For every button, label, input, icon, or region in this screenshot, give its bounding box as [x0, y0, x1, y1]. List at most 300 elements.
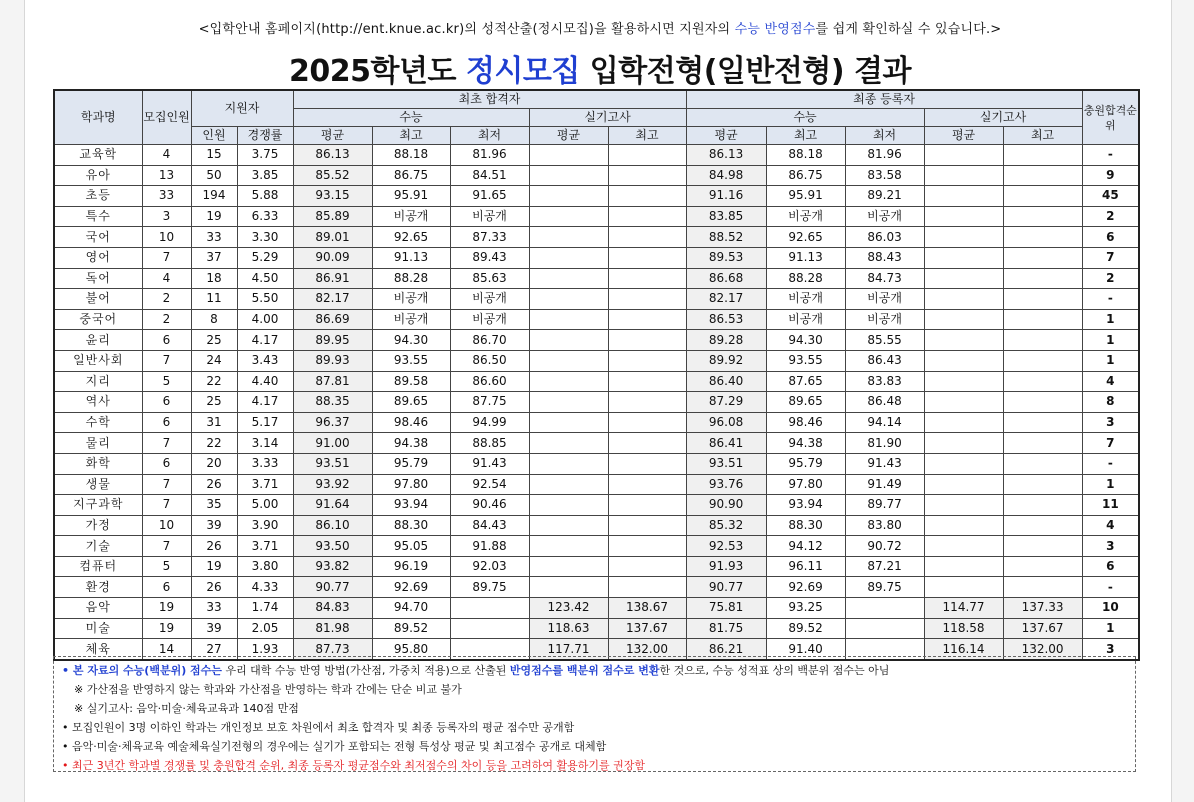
cell-final-practical-avg — [924, 474, 1003, 495]
cell-applicant-count: 22 — [191, 371, 237, 392]
cell-initial-practical-max — [608, 268, 686, 289]
table-row — [54, 227, 1139, 248]
cell-dept: 윤리 — [54, 330, 142, 351]
note-1: • 본 자료의 수능(백분위) 점수는 우리 대학 수능 반영 방법(가산점, 가중치 적용)으로 산출된 반영점수를 백분위 점수로 변환한 것으로, 수능 성적표 상의 백분위 점수는 아님 — [62, 664, 890, 677]
cell-initial-practical-max: 132.00 — [608, 639, 686, 660]
title-result: 입학전형(일반전형) 결과 — [590, 54, 911, 93]
cell-dept: 유아 — [54, 165, 142, 186]
cell-dept: 영어 — [54, 247, 142, 268]
cell-initial-practical-avg — [529, 350, 608, 371]
cell-initial-min: 86.50 — [450, 350, 529, 371]
table-row — [54, 247, 1139, 268]
note-5-text: 음악·미술·체육교육 예술체육실기전형의 경우에는 실기가 포함되는 전형 특성상 평균 및 최고점수 공개로 대체함 — [72, 740, 607, 753]
cell-applicant-count: 50 — [191, 165, 237, 186]
cell-applicant-count: 31 — [191, 412, 237, 433]
cell-final-avg: 90.90 — [686, 495, 766, 516]
cell-dept: 기술 — [54, 536, 142, 557]
page-title — [60, 46, 1140, 90]
cell-initial-min: 비공개 — [450, 309, 529, 330]
header-initial: 최초 합격자 — [293, 90, 686, 109]
cell-final-max: 95.91 — [766, 186, 845, 207]
cell-rank: 2 — [1082, 206, 1139, 227]
table-row — [54, 495, 1139, 516]
cell-rank: 8 — [1082, 392, 1139, 413]
cell-final-max: 96.11 — [766, 556, 845, 577]
table-row — [54, 412, 1139, 433]
cell-competition-ratio: 1.74 — [237, 598, 293, 619]
cell-final-min: 89.77 — [845, 495, 924, 516]
header-quota: 모집인원 — [142, 90, 191, 145]
cell-competition-ratio: 4.50 — [237, 268, 293, 289]
cell-quota: 4 — [142, 145, 191, 166]
cell-initial-max: 89.52 — [372, 618, 450, 639]
cell-initial-practical-max — [608, 495, 686, 516]
cell-final-practical-avg — [924, 371, 1003, 392]
cell-final-max: 비공개 — [766, 289, 845, 310]
cell-rank: - — [1082, 145, 1139, 166]
cell-rank: - — [1082, 577, 1139, 598]
cell-initial-min: 84.51 — [450, 165, 529, 186]
cell-quota: 19 — [142, 598, 191, 619]
cell-initial-max: 93.94 — [372, 495, 450, 516]
cell-final-min: 89.75 — [845, 577, 924, 598]
cell-final-max: 93.55 — [766, 350, 845, 371]
cell-applicant-count: 19 — [191, 556, 237, 577]
cell-dept: 컴퓨터 — [54, 556, 142, 577]
cell-applicant-count: 26 — [191, 536, 237, 557]
cell-initial-avg: 81.98 — [293, 618, 372, 639]
cell-competition-ratio: 5.17 — [237, 412, 293, 433]
cell-rank: 3 — [1082, 412, 1139, 433]
cell-final-practical-avg — [924, 536, 1003, 557]
table-row — [54, 289, 1139, 310]
cell-final-practical-avg — [924, 453, 1003, 474]
cell-quota: 4 — [142, 268, 191, 289]
cell-rank: 1 — [1082, 618, 1139, 639]
cell-final-practical-max — [1003, 145, 1082, 166]
cell-initial-practical-avg: 123.42 — [529, 598, 608, 619]
cell-final-avg: 82.17 — [686, 289, 766, 310]
table-row — [54, 165, 1139, 186]
cell-final-max: 비공개 — [766, 206, 845, 227]
cell-final-practical-max — [1003, 206, 1082, 227]
cell-initial-practical-avg — [529, 330, 608, 351]
cell-final-min: 81.90 — [845, 433, 924, 454]
cell-quota: 2 — [142, 289, 191, 310]
cell-initial-min: 94.99 — [450, 412, 529, 433]
cell-final-practical-max — [1003, 309, 1082, 330]
table-row — [54, 186, 1139, 207]
cell-dept: 초등 — [54, 186, 142, 207]
cell-dept: 환경 — [54, 577, 142, 598]
table-row — [54, 330, 1139, 351]
cell-initial-practical-max — [608, 433, 686, 454]
table-row — [54, 206, 1139, 227]
homepage-notice — [60, 18, 1140, 37]
cell-final-max: 94.12 — [766, 536, 845, 557]
cell-final-practical-max — [1003, 268, 1082, 289]
cell-initial-min: 91.88 — [450, 536, 529, 557]
cell-competition-ratio: 3.75 — [237, 145, 293, 166]
cell-initial-min — [450, 618, 529, 639]
cell-initial-min: 비공개 — [450, 206, 529, 227]
table-row — [54, 556, 1139, 577]
cell-final-avg: 83.85 — [686, 206, 766, 227]
cell-rank: 45 — [1082, 186, 1139, 207]
cell-final-avg: 86.53 — [686, 309, 766, 330]
cell-initial-practical-avg — [529, 227, 608, 248]
cell-competition-ratio: 1.93 — [237, 639, 293, 660]
cell-final-practical-avg — [924, 412, 1003, 433]
table-row — [54, 145, 1139, 166]
cell-rank: 1 — [1082, 474, 1139, 495]
cell-initial-avg: 90.77 — [293, 577, 372, 598]
cell-quota: 6 — [142, 453, 191, 474]
cell-applicant-count: 194 — [191, 186, 237, 207]
cell-initial-avg: 84.83 — [293, 598, 372, 619]
cell-final-max: 91.13 — [766, 247, 845, 268]
cell-initial-min: 92.54 — [450, 474, 529, 495]
cell-rank: 3 — [1082, 639, 1139, 660]
cell-applicant-count: 37 — [191, 247, 237, 268]
note-6: • 최근 3년간 학과별 경쟁률 및 충원합격 순위, 최종 등록자 평균점수와 최저점수의 차이 등을 고려하여 활용하기를 권장함 — [62, 759, 645, 772]
cell-final-practical-max — [1003, 392, 1082, 413]
cell-initial-max: 89.58 — [372, 371, 450, 392]
cell-quota: 2 — [142, 309, 191, 330]
note-1-highlight: 본 자료의 수능(백분위) 점수는 — [72, 664, 222, 677]
cell-initial-min: 91.65 — [450, 186, 529, 207]
cell-quota: 14 — [142, 639, 191, 660]
cell-final-practical-avg — [924, 165, 1003, 186]
cell-initial-avg: 85.89 — [293, 206, 372, 227]
cell-initial-max: 93.55 — [372, 350, 450, 371]
cell-initial-max: 97.80 — [372, 474, 450, 495]
cell-initial-avg: 93.92 — [293, 474, 372, 495]
cell-initial-avg: 88.35 — [293, 392, 372, 413]
cell-final-practical-max — [1003, 433, 1082, 454]
cell-applicant-count: 22 — [191, 433, 237, 454]
cell-competition-ratio: 3.43 — [237, 350, 293, 371]
cell-competition-ratio: 3.30 — [237, 227, 293, 248]
table-row — [54, 618, 1139, 639]
cell-final-practical-max — [1003, 515, 1082, 536]
cell-initial-min: 비공개 — [450, 289, 529, 310]
cell-final-avg: 86.13 — [686, 145, 766, 166]
cell-initial-avg: 89.01 — [293, 227, 372, 248]
cell-initial-avg: 93.51 — [293, 453, 372, 474]
note-3: ※ 실기고사: 음악·미술·체육교육과 140점 만점 — [74, 702, 299, 715]
cell-final-min: 비공개 — [845, 206, 924, 227]
cell-rank: 6 — [1082, 227, 1139, 248]
cell-initial-practical-avg — [529, 165, 608, 186]
cell-final-practical-avg — [924, 515, 1003, 536]
cell-competition-ratio: 2.05 — [237, 618, 293, 639]
cell-quota: 7 — [142, 350, 191, 371]
cell-quota: 6 — [142, 392, 191, 413]
cell-final-avg: 84.98 — [686, 165, 766, 186]
cell-initial-avg: 87.81 — [293, 371, 372, 392]
cell-initial-avg: 96.37 — [293, 412, 372, 433]
cell-final-avg: 86.41 — [686, 433, 766, 454]
cell-initial-practical-max — [608, 536, 686, 557]
cell-final-avg: 93.51 — [686, 453, 766, 474]
cell-quota: 6 — [142, 330, 191, 351]
cell-final-max: 89.65 — [766, 392, 845, 413]
cell-dept: 역사 — [54, 392, 142, 413]
table-row — [54, 309, 1139, 330]
cell-initial-practical-max — [608, 165, 686, 186]
cell-initial-min: 85.63 — [450, 268, 529, 289]
cell-initial-max: 비공개 — [372, 289, 450, 310]
cell-initial-practical-avg — [529, 145, 608, 166]
cell-rank: 2 — [1082, 268, 1139, 289]
cell-applicant-count: 27 — [191, 639, 237, 660]
cell-initial-avg: 91.64 — [293, 495, 372, 516]
cell-initial-practical-avg — [529, 412, 608, 433]
cell-applicant-count: 26 — [191, 474, 237, 495]
cell-quota: 33 — [142, 186, 191, 207]
cell-final-practical-avg — [924, 330, 1003, 351]
cell-rank: - — [1082, 453, 1139, 474]
cell-quota: 7 — [142, 474, 191, 495]
cell-initial-practical-avg — [529, 186, 608, 207]
cell-dept: 중국어 — [54, 309, 142, 330]
cell-dept: 지리 — [54, 371, 142, 392]
cell-initial-practical-max — [608, 289, 686, 310]
results-table — [53, 89, 1140, 661]
cell-final-practical-avg: 118.58 — [924, 618, 1003, 639]
header-initial-practical-avg: 평균 — [529, 127, 608, 145]
cell-competition-ratio: 4.40 — [237, 371, 293, 392]
cell-final-max: 93.94 — [766, 495, 845, 516]
cell-initial-avg: 87.73 — [293, 639, 372, 660]
cell-initial-avg: 85.52 — [293, 165, 372, 186]
cell-final-avg: 91.93 — [686, 556, 766, 577]
cell-final-max: 88.30 — [766, 515, 845, 536]
cell-initial-avg: 86.13 — [293, 145, 372, 166]
cell-initial-max: 비공개 — [372, 206, 450, 227]
cell-initial-max: 91.13 — [372, 247, 450, 268]
cell-initial-max: 89.65 — [372, 392, 450, 413]
cell-final-avg: 81.75 — [686, 618, 766, 639]
header-final-avg: 평균 — [686, 127, 766, 145]
cell-dept: 특수 — [54, 206, 142, 227]
cell-initial-min: 81.96 — [450, 145, 529, 166]
table-row — [54, 515, 1139, 536]
cell-final-practical-max — [1003, 350, 1082, 371]
table-row — [54, 453, 1139, 474]
cell-initial-practical-max — [608, 330, 686, 351]
cell-final-practical-max — [1003, 289, 1082, 310]
cell-final-practical-max — [1003, 474, 1082, 495]
cell-final-max: 98.46 — [766, 412, 845, 433]
cell-initial-min: 87.75 — [450, 392, 529, 413]
header-final-suneung: 수능 — [686, 109, 924, 127]
cell-final-practical-max — [1003, 577, 1082, 598]
notice-text-end: 를 쉽게 확인하실 수 있습니다.> — [815, 22, 1002, 37]
cell-initial-max: 92.69 — [372, 577, 450, 598]
cell-final-practical-avg — [924, 392, 1003, 413]
cell-applicant-count: 26 — [191, 577, 237, 598]
cell-final-practical-avg — [924, 268, 1003, 289]
table-row — [54, 350, 1139, 371]
note-4-text: 모집인원이 3명 이하인 학과는 개인정보 보호 차원에서 최초 합격자 및 최종 등록자의 평균 점수만 공개함 — [72, 721, 575, 734]
cell-competition-ratio: 4.00 — [237, 309, 293, 330]
cell-final-avg: 89.53 — [686, 247, 766, 268]
cell-quota: 19 — [142, 618, 191, 639]
cell-quota: 7 — [142, 433, 191, 454]
cell-initial-practical-avg — [529, 309, 608, 330]
cell-rank: 3 — [1082, 536, 1139, 557]
cell-initial-avg: 86.91 — [293, 268, 372, 289]
cell-final-min: 83.83 — [845, 371, 924, 392]
cell-initial-practical-avg — [529, 556, 608, 577]
header-initial-avg: 평균 — [293, 127, 372, 145]
header-final-min: 최저 — [845, 127, 924, 145]
cell-final-practical-avg — [924, 350, 1003, 371]
cell-final-max: 95.79 — [766, 453, 845, 474]
cell-dept: 가정 — [54, 515, 142, 536]
cell-initial-practical-max — [608, 556, 686, 577]
cell-final-practical-avg — [924, 577, 1003, 598]
cell-rank: 7 — [1082, 247, 1139, 268]
cell-competition-ratio: 5.29 — [237, 247, 293, 268]
cell-initial-max: 86.75 — [372, 165, 450, 186]
cell-initial-practical-avg — [529, 206, 608, 227]
cell-initial-practical-max — [608, 392, 686, 413]
viewer-left-margin — [0, 0, 25, 802]
table-row — [54, 433, 1139, 454]
cell-final-max: 88.28 — [766, 268, 845, 289]
cell-initial-avg: 91.00 — [293, 433, 372, 454]
header-ratio: 경쟁률 — [237, 127, 293, 145]
cell-final-practical-max — [1003, 186, 1082, 207]
cell-initial-practical-avg — [529, 453, 608, 474]
cell-initial-practical-avg — [529, 577, 608, 598]
cell-initial-practical-max — [608, 309, 686, 330]
cell-final-practical-max — [1003, 227, 1082, 248]
cell-initial-max: 88.28 — [372, 268, 450, 289]
cell-final-min: 81.96 — [845, 145, 924, 166]
cell-initial-avg: 86.69 — [293, 309, 372, 330]
cell-initial-max: 비공개 — [372, 309, 450, 330]
cell-quota: 13 — [142, 165, 191, 186]
cell-initial-min — [450, 598, 529, 619]
cell-final-avg: 89.28 — [686, 330, 766, 351]
cell-final-avg: 75.81 — [686, 598, 766, 619]
note-2: ※ 가산점을 반영하지 않는 학과와 가산점을 반영하는 학과 간에는 단순 비교 불가 — [74, 683, 462, 696]
cell-quota: 5 — [142, 556, 191, 577]
note-1-mid: 우리 대학 수능 반영 방법(가산점, 가중치 적용)으로 산출된 — [225, 664, 507, 677]
cell-initial-avg: 93.50 — [293, 536, 372, 557]
cell-competition-ratio: 5.50 — [237, 289, 293, 310]
cell-final-avg: 92.53 — [686, 536, 766, 557]
cell-final-practical-max — [1003, 412, 1082, 433]
cell-rank: 11 — [1082, 495, 1139, 516]
cell-final-min: 91.49 — [845, 474, 924, 495]
cell-final-practical-max — [1003, 495, 1082, 516]
cell-initial-practical-avg — [529, 474, 608, 495]
results-table-container — [53, 89, 1138, 661]
cell-quota: 6 — [142, 577, 191, 598]
cell-applicant-count: 35 — [191, 495, 237, 516]
cell-final-min: 90.72 — [845, 536, 924, 557]
cell-applicant-count: 11 — [191, 289, 237, 310]
cell-applicant-count: 39 — [191, 618, 237, 639]
cell-competition-ratio: 4.33 — [237, 577, 293, 598]
cell-initial-min: 86.60 — [450, 371, 529, 392]
cell-final-min: 94.14 — [845, 412, 924, 433]
cell-final-min: 91.43 — [845, 453, 924, 474]
cell-final-practical-avg — [924, 247, 1003, 268]
cell-initial-min: 89.75 — [450, 577, 529, 598]
header-initial-practical: 실기고사 — [529, 109, 686, 127]
cell-final-avg: 88.52 — [686, 227, 766, 248]
cell-final-min — [845, 618, 924, 639]
cell-initial-practical-avg — [529, 515, 608, 536]
cell-initial-avg: 93.82 — [293, 556, 372, 577]
cell-final-avg: 86.40 — [686, 371, 766, 392]
header-initial-min: 최저 — [450, 127, 529, 145]
cell-final-max: 89.52 — [766, 618, 845, 639]
cell-initial-practical-max — [608, 186, 686, 207]
cell-rank: 1 — [1082, 330, 1139, 351]
cell-initial-practical-avg — [529, 433, 608, 454]
cell-applicant-count: 33 — [191, 227, 237, 248]
cell-initial-min: 90.46 — [450, 495, 529, 516]
cell-final-min: 83.80 — [845, 515, 924, 536]
cell-final-practical-avg — [924, 206, 1003, 227]
cell-final-practical-max — [1003, 453, 1082, 474]
cell-dept: 음악 — [54, 598, 142, 619]
cell-final-max: 94.38 — [766, 433, 845, 454]
cell-initial-avg: 90.09 — [293, 247, 372, 268]
cell-competition-ratio: 5.00 — [237, 495, 293, 516]
cell-quota: 6 — [142, 412, 191, 433]
cell-competition-ratio: 6.33 — [237, 206, 293, 227]
cell-final-min: 87.21 — [845, 556, 924, 577]
title-admission-type: 정시모집 — [466, 54, 580, 92]
viewer-right-margin — [1171, 0, 1194, 802]
cell-final-practical-avg — [924, 495, 1003, 516]
cell-initial-min: 84.43 — [450, 515, 529, 536]
cell-competition-ratio: 3.85 — [237, 165, 293, 186]
cell-final-max: 비공개 — [766, 309, 845, 330]
header-initial-practical-max: 최고 — [608, 127, 686, 145]
cell-initial-practical-max — [608, 577, 686, 598]
notice-text-start: <입학안내 홈페이지(http://ent.knue.ac.kr)의 성적산출(정시모집)을 활용하시면 지원자의 — [198, 22, 731, 37]
header-dept: 학과명 — [54, 90, 142, 145]
cell-initial-avg: 86.10 — [293, 515, 372, 536]
cell-initial-max: 94.30 — [372, 330, 450, 351]
cell-initial-practical-avg: 118.63 — [529, 618, 608, 639]
cell-applicant-count: 15 — [191, 145, 237, 166]
cell-initial-max: 88.30 — [372, 515, 450, 536]
cell-final-min: 86.48 — [845, 392, 924, 413]
note-1-highlight-2: 반영점수를 백분위 점수로 변환 — [509, 664, 660, 677]
table-row — [54, 474, 1139, 495]
table-row — [54, 536, 1139, 557]
cell-competition-ratio: 4.17 — [237, 392, 293, 413]
cell-final-practical-avg — [924, 289, 1003, 310]
cell-competition-ratio: 3.80 — [237, 556, 293, 577]
cell-competition-ratio: 4.17 — [237, 330, 293, 351]
cell-initial-max: 96.19 — [372, 556, 450, 577]
header-count: 인원 — [191, 127, 237, 145]
cell-final-avg: 85.32 — [686, 515, 766, 536]
cell-initial-practical-max — [608, 227, 686, 248]
cell-quota: 10 — [142, 227, 191, 248]
